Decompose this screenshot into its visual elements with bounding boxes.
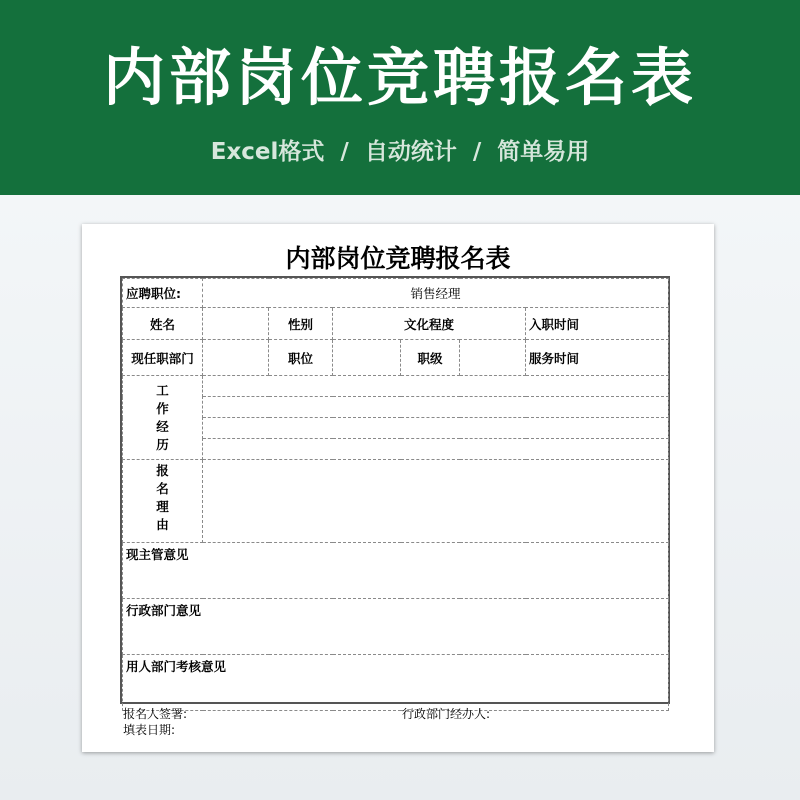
row-reason xyxy=(123,460,669,543)
row-job-info xyxy=(123,340,669,376)
hire-date-label: 入职时间 xyxy=(526,308,669,340)
name-label: 姓名 xyxy=(123,308,203,340)
level-label: 职级 xyxy=(401,340,460,376)
row-supervisor xyxy=(123,543,669,599)
position-label: 应聘职位: xyxy=(123,279,203,308)
row-admin xyxy=(123,599,669,655)
applicant-signature-label: 报名人签署: xyxy=(123,707,188,721)
gender-label: 性别 xyxy=(269,308,333,340)
row-work-exp-1 xyxy=(123,376,669,397)
position-value[interactable]: 销售经理 xyxy=(203,279,669,308)
row-basic-info xyxy=(123,308,669,340)
work-experience-label: 工 作 经 历 xyxy=(123,376,203,460)
work-exp-line[interactable] xyxy=(203,397,669,418)
fill-date-label: 填表日期: xyxy=(123,723,176,737)
name-value-cell[interactable] xyxy=(203,308,269,340)
post-value-cell[interactable] xyxy=(333,340,401,376)
footer-right xyxy=(402,706,490,722)
row-position xyxy=(123,279,669,308)
supervisor-opinion[interactable]: 现主管意见 xyxy=(123,543,669,599)
footer-left xyxy=(123,706,187,738)
work-exp-line[interactable] xyxy=(203,439,669,460)
row-work-exp-4 xyxy=(123,439,669,460)
service-time-label: 服务时间 xyxy=(526,340,669,376)
form-sheet xyxy=(82,224,714,752)
current-dept-value-cell[interactable] xyxy=(203,340,269,376)
banner-subtitle: Excel格式 / 自动统计 / 简单易用 xyxy=(210,139,590,165)
work-exp-line[interactable] xyxy=(203,418,669,439)
reason-label: 报 名 理 由 xyxy=(123,460,203,543)
banner-title: 内部岗位竞聘报名表 xyxy=(102,41,697,114)
form-table xyxy=(122,278,669,711)
form-title: 内部岗位竞聘报名表 xyxy=(285,244,511,273)
current-dept-label: 现任职部门 xyxy=(123,340,203,376)
form-table-frame xyxy=(120,276,670,704)
post-label: 职位 xyxy=(269,340,333,376)
admin-handler-label: 行政部门经办人: xyxy=(402,707,491,721)
row-hiring xyxy=(123,655,669,711)
row-work-exp-3 xyxy=(123,418,669,439)
row-work-exp-2 xyxy=(123,397,669,418)
hiring-dept-opinion[interactable]: 用人部门考核意见 xyxy=(123,655,669,711)
education-label: 文化程度 xyxy=(333,308,526,340)
admin-opinion[interactable]: 行政部门意见 xyxy=(123,599,669,655)
level-value-cell[interactable] xyxy=(460,340,526,376)
work-exp-line[interactable] xyxy=(203,376,669,397)
reason-value-cell[interactable] xyxy=(203,460,669,543)
header-banner xyxy=(0,0,800,195)
